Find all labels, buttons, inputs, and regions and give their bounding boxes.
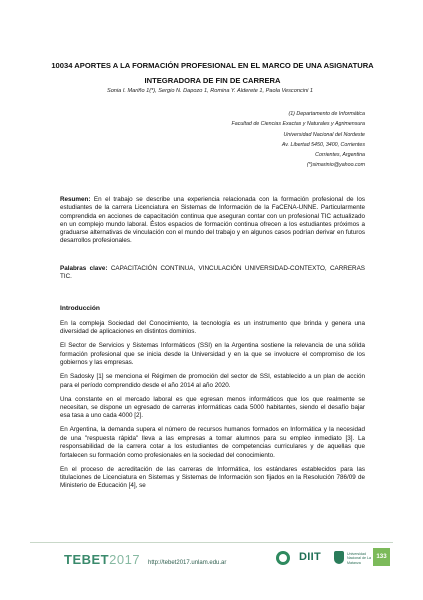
university-emblem-icon xyxy=(334,551,344,564)
abstract xyxy=(60,196,365,246)
university-name: Universidad Nacional de La Matanza xyxy=(347,552,371,565)
affiliation-email[interactable]: (*)simarinio@yahoo.com xyxy=(306,162,365,169)
unne-logo-icon xyxy=(276,551,290,565)
affiliation-address: Av. Libertad 5450, 3400, Corrientes xyxy=(281,141,365,148)
paragraph: El Sector de Servicios y Sistemas Informáticos (SSI) en la Argentina sostiene la relevancia de una sólida formación profesional que se inicia desde la Universidad y en la que se involucre el compromiso de los gobiernos y las empresas. xyxy=(60,342,365,367)
paragraph: En la compleja Sociedad del Conocimiento, la tecnología es un instrumento que brinda y genera una diversidad de aplicaciones en distintos dominios. xyxy=(60,320,365,336)
tebet-logo xyxy=(64,552,140,567)
keywords-text: CAPACITACIÓN CONTINUA, VINCULACIÓN UNIVERSIDAD-CONTEXTO, CARRERAS TIC. xyxy=(60,265,365,281)
affiliation-city: Corrientes, Argentina xyxy=(315,152,365,159)
tebet-logo-year: 2017 xyxy=(109,552,141,567)
affiliation-block xyxy=(150,109,365,171)
abstract-label: Resumen: xyxy=(60,196,91,203)
affiliation-department: (1) Departamento de Informática xyxy=(288,111,365,117)
tebet-logo-text: TEBET xyxy=(64,552,110,567)
author-list: Sonia I. Mariño 1(*), Sergio N. Dapozo 1, Romina Y. Alderete 1, Paola Vesconcini 1 xyxy=(106,88,314,94)
paragraph: En Sadosky [1] se menciona el Régimen de promoción del sector de SSI, establecido a un plan de acción para el período comprendido desde el año 2014 al año 2020. xyxy=(60,373,365,389)
body-text xyxy=(60,320,365,496)
page-number: 133 xyxy=(373,548,390,566)
paragraph: Una constante en el mercado laboral es que egresan menos informáticos que los que realmente se necesitan, se dispone un egresado de carreras informáticas cada 5000 habitantes, siendo el desafío bajar esa tasa a uno cada 4000 [2]. xyxy=(60,395,365,420)
section-heading-introduccion: Introducción xyxy=(60,305,100,312)
abstract-text: En el trabajo se describe una experiencia relacionada con la formación profesional de los estudiantes de la carrera Licenciatura en Sistemas de Información de la FaCENA-UNNE. Particularmente comprendida en acciones de capacitación continua que aseguran contar con un profesional TIC actualizado en un complejo mundo laboral. Éstos espacios de formación continua ofrecen a los estudiantes próximos a graduarse alternativas de vinculación con el mundo del trabajo y en algunos casos podrían derivar en futuros desarrollos profesionales. xyxy=(60,196,365,245)
affiliation-university: Universidad Nacional del Nordeste xyxy=(283,131,365,138)
paragraph: En Argentina, la demanda supera el número de recursos humanos formados en Informática y la necesidad de una "respuesta rápida" lleva a las empresas a tomar alumnos para su empleo inmediato [3]. La responsabilidad de la carrera cotar a los estudiantes de competencias curriculares y de aquellas que fortalecen su formación como profesionales en la sociedad del conocimiento. xyxy=(60,426,365,459)
affiliation-faculty: Facultad de Ciencias Exactas y Naturales y Agrimensura xyxy=(231,121,365,128)
page-footer xyxy=(30,542,393,572)
diit-logo: DIIT xyxy=(299,551,321,563)
keywords-label: Palabras clave: xyxy=(60,265,108,272)
paper-title: 10034 APORTES A LA FORMACIÓN PROFESIONAL EN EL MARCO DE UNA ASIGNATURA INTEGRADORA DE FIN DE CARRERA xyxy=(51,61,374,85)
footer-url[interactable]: http://tebet2017.unlam.edu.ar xyxy=(148,560,227,566)
keywords xyxy=(60,265,365,282)
paragraph: En el proceso de acreditación de las carreras de Informática, los estándares establecidos para las titulaciones de Licenciatura en Sistemas y Sistemas de Información son fijados en la Resolución 786/09 de Ministerio de Educación [4], se xyxy=(60,465,365,490)
footer-divider xyxy=(30,542,393,543)
